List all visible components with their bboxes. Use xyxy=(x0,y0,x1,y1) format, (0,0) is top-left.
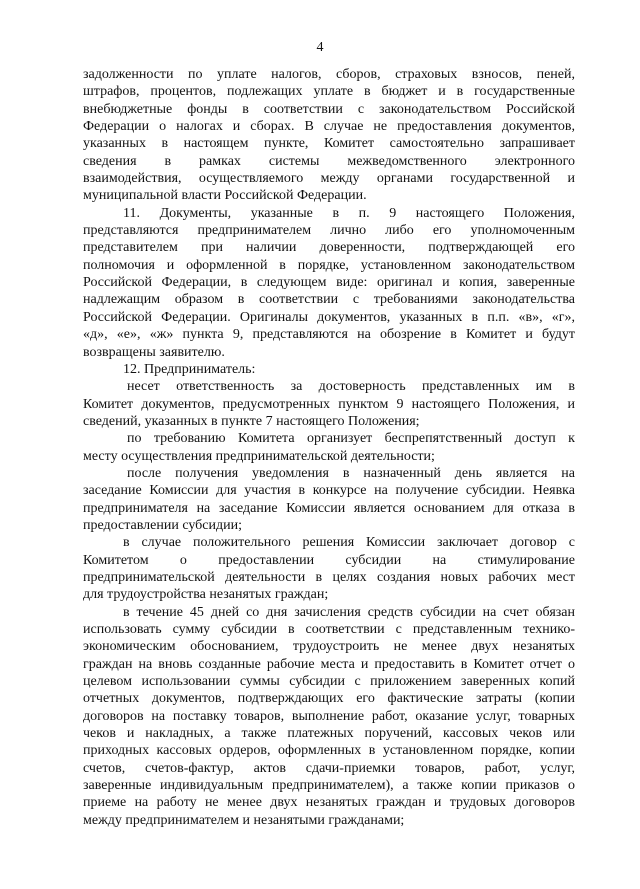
text-line: граждан на вновь созданные рабочие места и предоставить в Комитет отчет о xyxy=(83,656,575,672)
text-line: предпринимательской деятельности в целях создания новых рабочих мест xyxy=(83,569,575,585)
text-line: использовать сумму субсидии в соответствии с представленным технико- xyxy=(83,622,575,637)
text-line: Российской Федерации, в следующем виде: оригинал и копия, заверенные xyxy=(83,275,575,291)
text-line: Комитетом о предоставлении субсидии на стимулирование xyxy=(83,552,575,568)
text-line: по требованию Комитета организует беспрепятственный доступ к xyxy=(127,431,575,447)
text-line: Федерации о налогах и сборах. В случае не предоставления документов, xyxy=(83,119,575,135)
text-line: 11. Документы, указанные в п. 9 настоящего Положения, xyxy=(123,205,575,221)
text-line: в случае положительного решения Комиссии заключает договор с xyxy=(123,535,575,551)
text-line: представляются предпринимателем лично либо его уполномоченным xyxy=(83,223,575,239)
text-line: взаимодействия, осуществляемого между органами государственной и xyxy=(83,171,575,187)
text-line: сведения в рамках системы межведомственного электронного xyxy=(83,153,575,169)
text-line: экономическим обоснованием, трудоустроить не менее двух незанятых xyxy=(83,639,575,655)
text-line: между предпринимателем и незанятыми гражданами; xyxy=(83,812,405,828)
text-line: указанных в настоящем пункте, Комитет самостоятельно запрашивает xyxy=(83,136,575,152)
text-line: заседание Комиссии для участия в конкурсе на получение субсидии. Неявка xyxy=(83,483,575,499)
text-line: приходных кассовых ордеров, оформленных в установленном порядке, копии xyxy=(83,743,575,759)
text-line: приеме на работу не менее двух незанятых граждан и трудовых договоров xyxy=(83,795,575,811)
text-line: Российской Федерации. Оригиналы документов, указанных в п.п. «в», «г», xyxy=(83,309,575,325)
text-line: внебюджетные фонды в соответствии с законодательством Российской xyxy=(83,101,575,117)
text-line: возвращены заявителю. xyxy=(83,344,225,360)
text-line: несет ответственность за достоверность представленных им в xyxy=(127,379,575,395)
document-body xyxy=(83,66,575,829)
text-line: после получения уведомления в назначенный день является на xyxy=(127,465,575,481)
text-line: штрафов, процентов, подлежащих уплате в бюджет и в государственные xyxy=(83,84,575,100)
text-line: сведений, указанных в пункте 7 настоящего Положения; xyxy=(83,413,420,429)
text-line: счетов, счетов-фактур, актов сдачи-приемки товаров, работ, услуг, xyxy=(83,760,575,776)
text-line: надлежащим образом в соответствии с требованиями законодательства xyxy=(83,292,575,308)
text-line: полномочия и оформленной в порядке, установленном законодательством xyxy=(83,257,575,273)
text-line: целевом использовании суммы субсидии с приложением заверенных копий xyxy=(83,674,575,690)
text-line: представителем при наличии доверенности, подтверждающей его xyxy=(83,240,575,256)
text-line: заверенные индивидуальным предпринимателем), а также копии приказов о xyxy=(83,778,575,794)
text-line: чеков и накладных, а также платежных поручений, кассовых чеков или xyxy=(83,726,575,742)
text-line: договоров на поставку товаров, выполнение работ, оказание услуг, товарных xyxy=(83,708,575,724)
page-number: 4 xyxy=(316,40,324,55)
text-line: «д», «е», «ж» пункта 9, представляются на обозрение в Комитет и будут xyxy=(83,327,575,343)
text-line: предоставлении субсидии; xyxy=(83,517,242,533)
text-line: муниципальной власти Российской Федерации. xyxy=(83,188,367,204)
text-line: в течение 45 дней со дня зачисления средств субсидии на счет обязан xyxy=(123,604,575,620)
text-line: отчетных документов, подтверждающих его фактические затраты (копии xyxy=(83,691,575,707)
text-line: для трудоустройства незанятых граждан; xyxy=(83,587,329,603)
text-line: задолженности по уплате налогов, сборов, страховых взносов, пеней, xyxy=(83,67,575,82)
text-line: Комитет документов, предусмотренных пунктом 9 настоящего Положения, и xyxy=(83,396,575,412)
text-line: предпринимателя на заседание Комиссии является основанием для отказа в xyxy=(83,500,575,516)
text-line: месту осуществления предпринимательской деятельности; xyxy=(83,448,435,464)
text-line: 12. Предприниматель: xyxy=(123,361,256,377)
